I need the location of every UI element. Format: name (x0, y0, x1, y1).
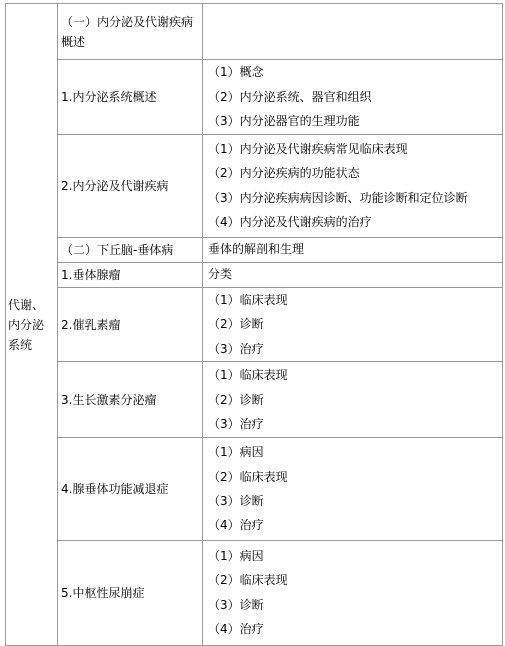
syllabus-table (5, 3, 503, 646)
content-item: （2）内分泌系统、器官和组织 (208, 89, 372, 104)
content-item: （3）治疗 (208, 417, 264, 432)
content-item: （1）病因 (208, 549, 264, 564)
content-cell (203, 438, 503, 540)
topic-label: 1.内分泌系统概述 (61, 89, 157, 104)
content-item: （2）内分泌疾病的功能状态 (208, 166, 360, 181)
content-item: 垂体的解剖和生理 (208, 242, 305, 257)
content-item: （2）临床表现 (208, 469, 288, 484)
table-row (6, 287, 503, 361)
topic-cell (58, 134, 203, 237)
content-item: （2）诊断 (208, 317, 264, 332)
table-row (6, 362, 503, 438)
topic-label: 2.催乳素瘤 (61, 317, 121, 332)
content-item: （2）临床表现 (208, 573, 288, 588)
topic-cell (58, 362, 203, 438)
content-cell (203, 134, 503, 237)
content-item: （1）内分泌及代谢疾病常见临床表现 (208, 141, 408, 156)
content-cell (203, 237, 503, 262)
content-item: （1）临床表现 (208, 292, 288, 307)
syllabus-table-body (6, 4, 503, 646)
table-row (6, 540, 503, 645)
table-row (6, 438, 503, 540)
content-cell (203, 287, 503, 361)
content-cell (203, 262, 503, 287)
topic-cell (58, 60, 203, 134)
topic-label: 3.生长激素分泌瘤 (61, 392, 157, 407)
content-item: （1）病因 (208, 445, 264, 460)
topic-cell (58, 540, 203, 645)
content-cell (203, 4, 503, 60)
category-cell: 代谢、内分泌系统 (6, 4, 58, 646)
table-row (6, 60, 503, 134)
table-row (6, 262, 503, 287)
content-item: （1）概念 (208, 65, 264, 80)
topic-cell (58, 438, 203, 540)
content-item: 分类 (208, 267, 233, 282)
content-item: （2）诊断 (208, 392, 264, 407)
topic-label: 5.中枢性尿崩症 (61, 585, 145, 600)
table-row (6, 237, 503, 262)
content-item: （3）治疗 (208, 341, 264, 356)
topic-cell (58, 262, 203, 287)
table-row (6, 134, 503, 237)
section-heading-cell (58, 4, 203, 60)
content-item: （4）内分泌及代谢疾病的治疗 (208, 215, 372, 230)
topic-label: 1.垂体腺瘤 (61, 267, 121, 282)
table-row (6, 4, 503, 60)
content-cell (203, 362, 503, 438)
topic-label: 4.腺垂体功能减退症 (61, 482, 169, 497)
topic-cell (58, 287, 203, 361)
content-item: （4）治疗 (208, 622, 264, 637)
content-cell (203, 60, 503, 134)
content-cell (203, 540, 503, 645)
section-heading: （二）下丘脑-垂体病 (61, 242, 174, 257)
content-item: （3）内分泌疾病病因诊断、功能诊断和定位诊断 (208, 190, 468, 205)
content-item: （3）诊断 (208, 597, 264, 612)
content-item: （4）治疗 (208, 518, 264, 533)
section-heading: （一）内分泌及代谢疾病概述 (61, 14, 194, 49)
section-heading-cell (58, 237, 203, 262)
content-item: （1）临床表现 (208, 368, 288, 383)
content-item: （3）诊断 (208, 494, 264, 509)
content-item: （3）内分泌器官的生理功能 (208, 114, 360, 129)
topic-label: 2.内分泌及代谢疾病 (61, 178, 169, 193)
